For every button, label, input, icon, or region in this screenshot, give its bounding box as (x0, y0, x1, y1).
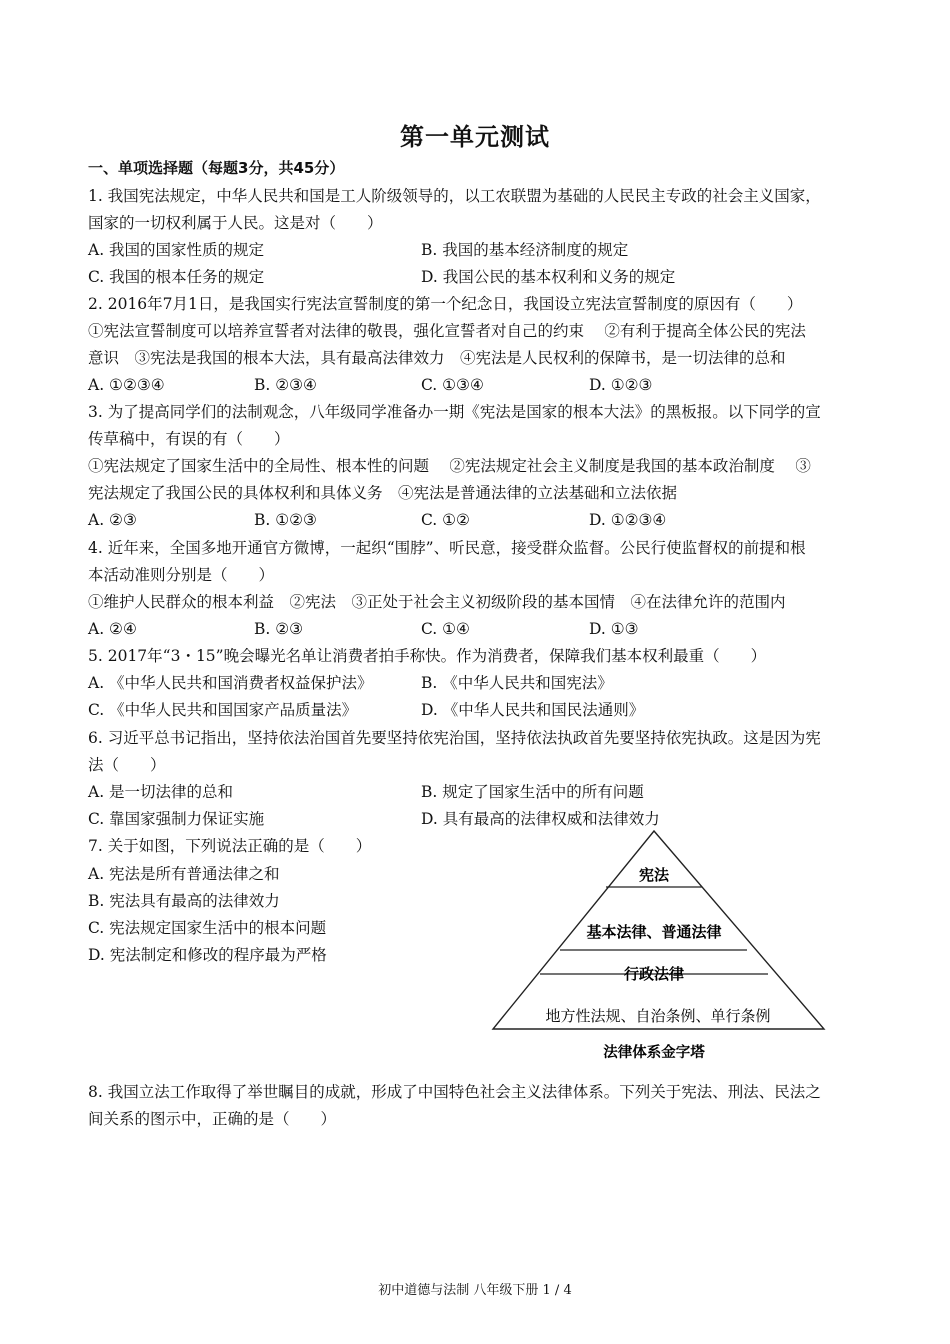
question-1-stem-cont: 国家的一切权利属于人民。这是对（ ） (88, 214, 383, 232)
question-4-stem: 4. 近年来，全国多地开通官方微博，一起织“围脖”、听民意，接受群众监督。公民行使监督权的前提和根 (88, 539, 806, 557)
question-2-option-d: D. ①②③ (589, 376, 653, 394)
question-7-option-c: C. 宪法规定国家生活中的根本问题 (88, 919, 327, 937)
question-4-stem-cont: 本活动准则分别是（ ） (88, 566, 275, 584)
question-5-option-d: D. 《中华人民共和国民法通则》 (421, 701, 645, 719)
page-footer: 初中道德与法制 八年级下册 1 / 4 (378, 1283, 572, 1298)
question-3-option-c: C. ①② (421, 511, 470, 529)
question-3-option-b: B. ①②③ (254, 511, 317, 529)
question-3-statements: ①宪法规定了国家生活中的全局性、根本性的问题 ②宪法规定社会主义制度是我国的基本政治制度 ③ (88, 457, 811, 475)
pyramid-tier-administrative: 行政法律 (623, 965, 685, 983)
question-2-stem: 2. 2016年7月1日，是我国实行宪法宣誓制度的第一个纪念日，我国设立宪法宣誓制度的原因有（ ） (88, 295, 803, 313)
legal-system-pyramid (480, 825, 840, 1070)
question-8-stem-cont: 间关系的图示中，正确的是（ ） (88, 1110, 337, 1128)
question-3-statements-cont: 宪法规定了我国公民的具体权利和具体义务 ④宪法是普通法律的立法基础和立法依据 (88, 484, 678, 502)
question-7-option-a: A. 宪法是所有普通法律之和 (88, 865, 280, 883)
question-5-option-c: C. 《中华人民共和国国家产品质量法》 (88, 701, 358, 719)
pyramid-tier-basic-laws: 基本法律、普通法律 (586, 923, 722, 941)
question-5-option-b: B. 《中华人民共和国宪法》 (421, 674, 613, 692)
pyramid-tier-constitution: 宪法 (638, 866, 670, 884)
question-2-statements-cont: 意识 ③宪法是我国的根本大法，具有最高法律效力 ④宪法是人民权利的保障书，是一切法律的总和 (88, 349, 786, 367)
question-8-stem: 8. 我国立法工作取得了举世瞩目的成就，形成了中国特色社会主义法律体系。下列关于宪法、刑法、民法之 (88, 1083, 821, 1101)
question-6-option-d: D. 具有最高的法律权威和法律效力 (421, 810, 660, 828)
question-4-option-a: A. ②④ (88, 620, 137, 638)
question-4-option-c: C. ①④ (421, 620, 470, 638)
question-1-option-b: B. 我国的基本经济制度的规定 (421, 241, 629, 259)
question-7-option-d: D. 宪法制定和修改的程序最为严格 (88, 946, 327, 964)
question-1-option-a: A. 我国的国家性质的规定 (88, 241, 265, 259)
question-2-option-c: C. ①③④ (421, 376, 484, 394)
question-5-stem: 5. 2017年“3・15”晚会曝光名单让消费者拍手称快。作为消费者，保障我们基本权利最重（ ） (88, 647, 767, 665)
question-2-option-b: B. ②③④ (254, 376, 317, 394)
pyramid-caption: 法律体系金字塔 (603, 1045, 705, 1061)
question-6-stem: 6. 习近平总书记指出，坚持依法治国首先要坚持依宪治国，坚持依法执政首先要坚持依宪执政。这是因为宪 (88, 729, 821, 747)
section-heading: 一、单项选择题（每题3分，共45分） (88, 159, 345, 177)
question-7-stem: 7. 关于如图，下列说法正确的是（ ） (88, 837, 372, 855)
question-1-option-c: C. 我国的根本任务的规定 (88, 268, 265, 286)
question-2-option-a: A. ①②③④ (88, 376, 165, 394)
question-5-option-a: A. 《中华人民共和国消费者权益保护法》 (88, 674, 373, 692)
question-4-statements: ①维护人民群众的根本利益 ②宪法 ③正处于社会主义初级阶段的基本国情 ④在法律允许的范围内 (88, 593, 786, 611)
question-2-statements: ①宪法宣誓制度可以培养宣誓者对法律的敬畏，强化宣誓者对自己的约束 ②有利于提高全体公民的宪法 (88, 322, 806, 340)
question-6-option-b: B. 规定了国家生活中的所有问题 (421, 783, 644, 801)
pyramid-tier-local-regulations: 地方性法规、自治条例、单行条例 (545, 1007, 771, 1025)
question-1-stem: 1. 我国宪法规定，中华人民共和国是工人阶级领导的，以工农联盟为基础的人民民主专政的社会主义国家， (88, 187, 821, 205)
question-3-stem: 3. 为了提高同学们的法制观念，八年级同学准备办一期《宪法是国家的根本大法》的黑板报。以下同学的宣 (88, 403, 821, 421)
question-4-option-b: B. ②③ (254, 620, 304, 638)
page-title: 第一单元测试 (400, 122, 550, 151)
question-6-option-a: A. 是一切法律的总和 (88, 783, 234, 801)
question-7-option-b: B. 宪法具有最高的法律效力 (88, 892, 280, 910)
question-1-option-d: D. 我国公民的基本权利和义务的规定 (421, 268, 676, 286)
question-6-option-c: C. 靠国家强制力保证实施 (88, 810, 265, 828)
question-3-option-d: D. ①②③④ (589, 511, 667, 529)
question-3-option-a: A. ②③ (88, 511, 137, 529)
question-4-option-d: D. ①③ (589, 620, 639, 638)
question-3-stem-cont: 传草稿中，有误的有（ ） (88, 430, 290, 448)
question-6-stem-cont: 法（ ） (88, 756, 166, 774)
